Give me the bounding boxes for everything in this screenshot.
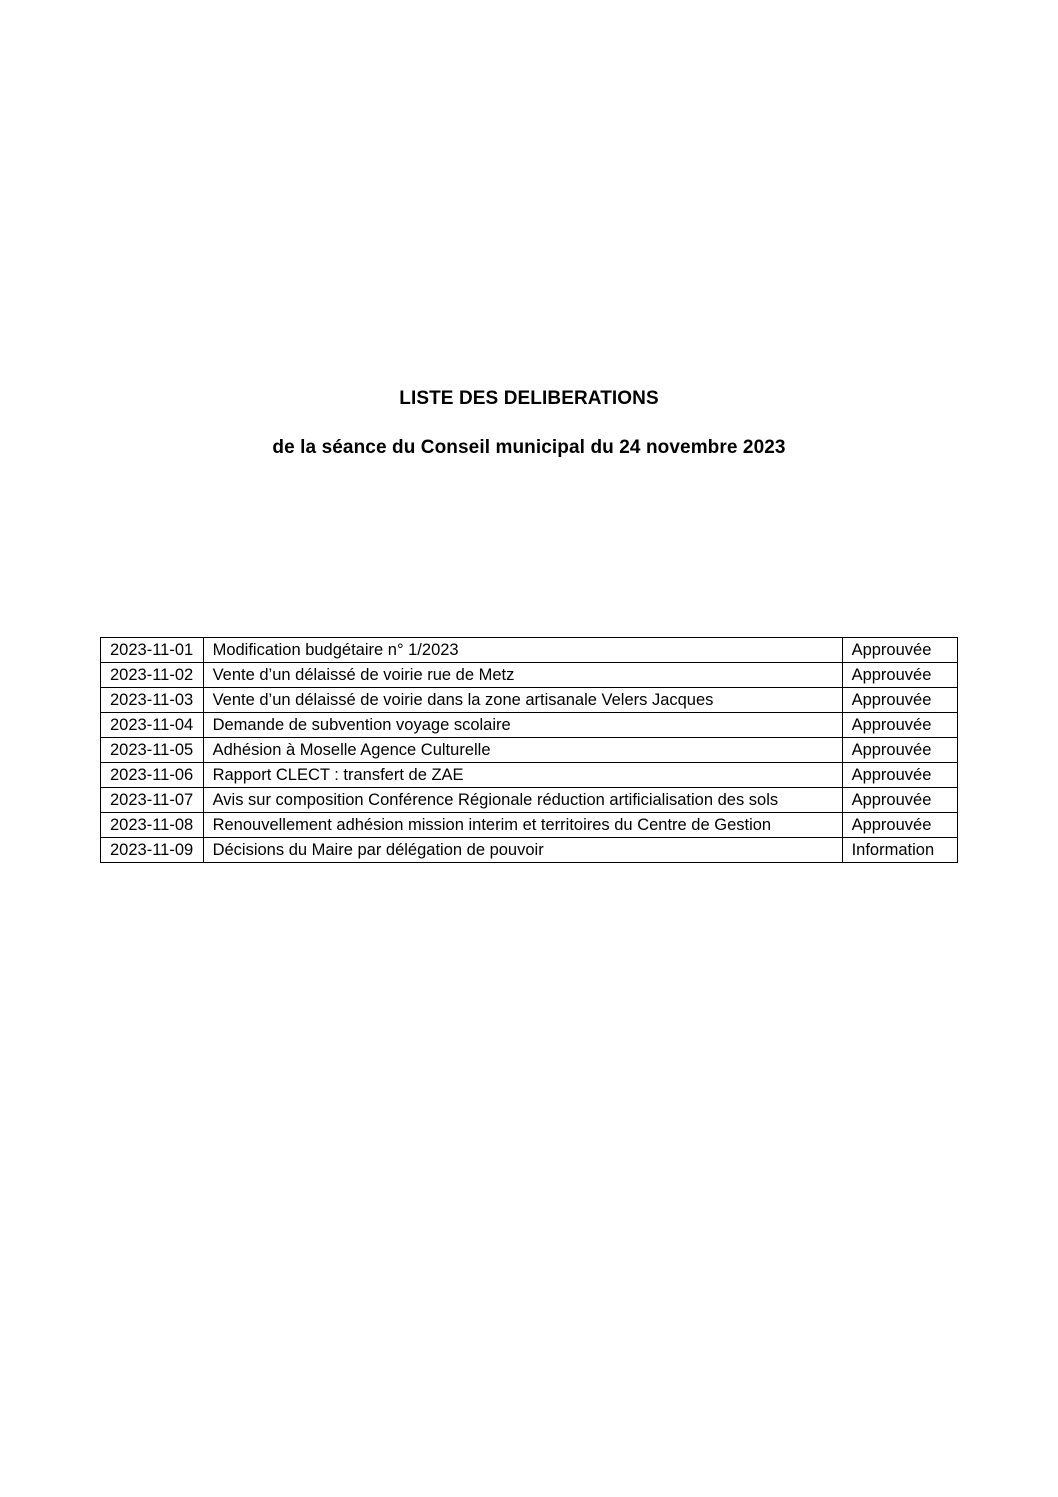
document-title: LISTE DES DELIBERATIONS (399, 388, 659, 409)
deliberation-number: 2023-11-02 (101, 663, 204, 688)
deliberation-subject: Rapport CLECT : transfert de ZAE (203, 763, 842, 788)
table-row (101, 838, 958, 863)
deliberation-subject: Adhésion à Moselle Agence Culturelle (203, 738, 842, 763)
deliberation-subject: Renouvellement adhésion mission interim et territoires du Centre de Gestion (203, 813, 842, 838)
table-row (101, 788, 958, 813)
deliberation-subject: Avis sur composition Conférence Régionale réduction artificialisation des sols (203, 788, 842, 813)
deliberation-number: 2023-11-07 (101, 788, 204, 813)
deliberation-number: 2023-11-06 (101, 763, 204, 788)
deliberation-status: Approuvée (842, 738, 957, 763)
deliberation-status: Information (842, 838, 957, 863)
deliberation-subject: Demande de subvention voyage scolaire (203, 713, 842, 738)
table-row (101, 813, 958, 838)
table-row (101, 688, 958, 713)
deliberation-status: Approuvée (842, 788, 957, 813)
deliberations-table (100, 637, 958, 863)
deliberation-subject: Modification budgétaire n° 1/2023 (203, 638, 842, 663)
deliberation-subject: Vente d’un délaissé de voirie rue de Metz (203, 663, 842, 688)
deliberation-status: Approuvée (842, 638, 957, 663)
deliberation-number: 2023-11-05 (101, 738, 204, 763)
deliberation-number: 2023-11-04 (101, 713, 204, 738)
table-row (101, 713, 958, 738)
deliberation-status: Approuvée (842, 688, 957, 713)
deliberation-number: 2023-11-08 (101, 813, 204, 838)
table-row (101, 738, 958, 763)
table-row (101, 763, 958, 788)
deliberation-status: Approuvée (842, 713, 957, 738)
deliberation-subject: Vente d’un délaissé de voirie dans la zone artisanale Velers Jacques (203, 688, 842, 713)
table-row (101, 638, 958, 663)
deliberation-subject: Décisions du Maire par délégation de pouvoir (203, 838, 842, 863)
deliberation-status: Approuvée (842, 663, 957, 688)
deliberation-status: Approuvée (842, 813, 957, 838)
deliberation-number: 2023-11-01 (101, 638, 204, 663)
document-subtitle: de la séance du Conseil municipal du 24 novembre 2023 (272, 437, 786, 458)
deliberation-status: Approuvée (842, 763, 957, 788)
table-row (101, 663, 958, 688)
deliberation-number: 2023-11-03 (101, 688, 204, 713)
deliberation-number: 2023-11-09 (101, 838, 204, 863)
